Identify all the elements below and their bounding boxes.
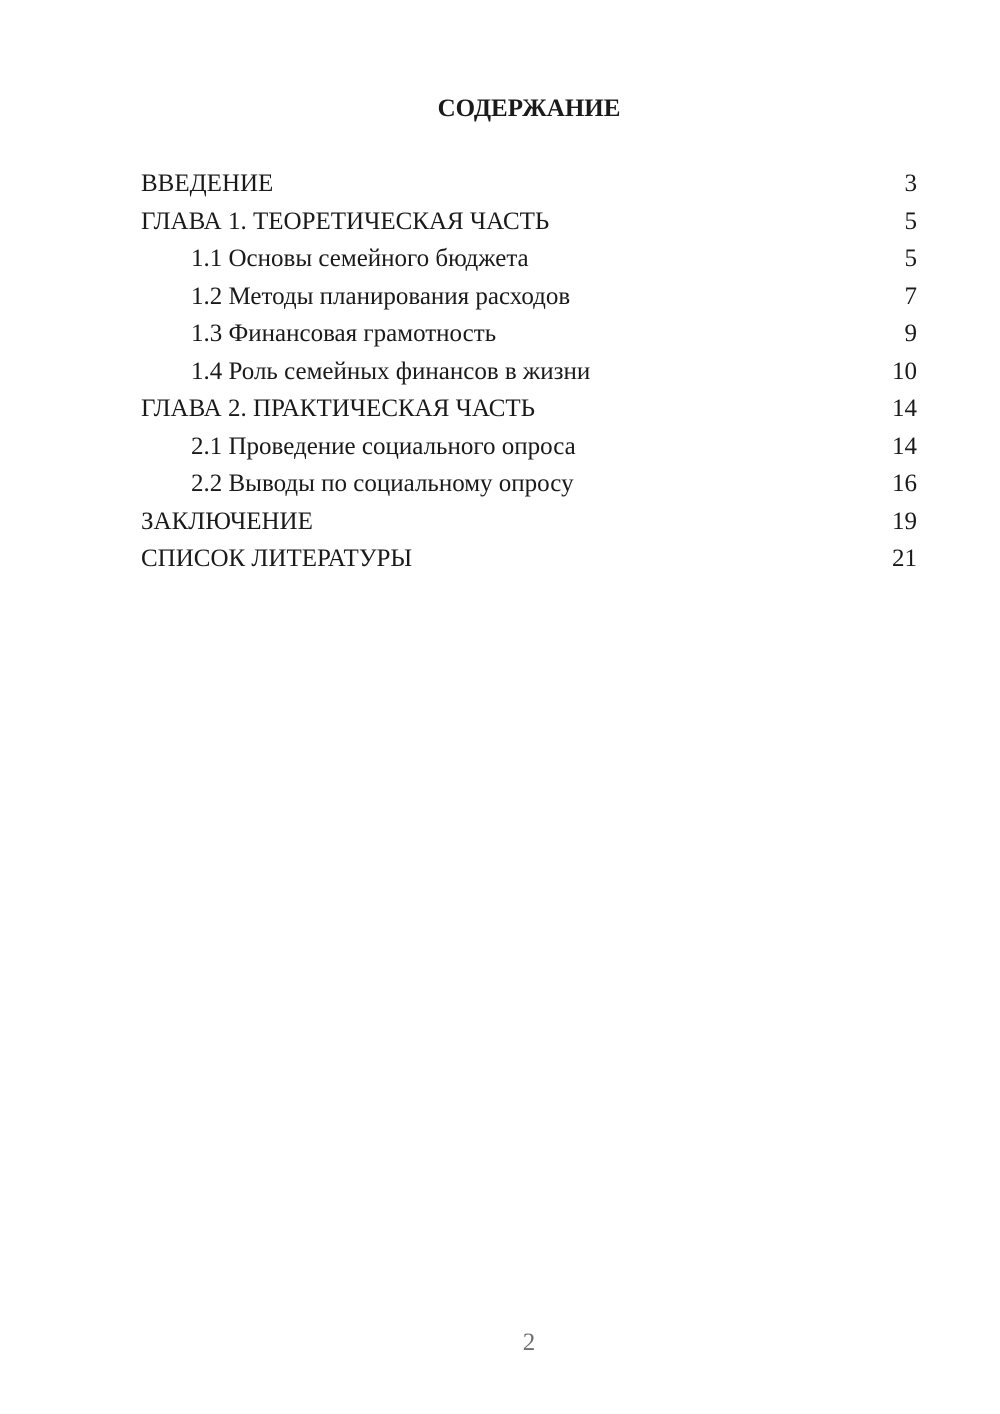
toc-entry-page-number: 21: [892, 545, 917, 572]
toc-entry-label: ГЛАВА 2. ПРАКТИЧЕСКАЯ ЧАСТЬ: [141, 395, 536, 422]
toc-entry-page-number: 5: [904, 245, 917, 272]
toc-entry-page-number: 14: [892, 395, 917, 422]
toc-entry-label: 1.1 Основы семейного бюджета: [191, 245, 529, 272]
page-title: СОДЕРЖАНИЕ: [437, 95, 621, 122]
toc-entry-label: 1.3 Финансовая грамотность: [191, 320, 497, 347]
toc-entry: [141, 465, 917, 503]
toc-entry: [141, 240, 917, 278]
toc-entry-page-number: 19: [892, 507, 917, 535]
toc-entry-page-number: 9: [904, 320, 917, 347]
toc-entry-page-number: 16: [892, 470, 917, 497]
toc-entry: [141, 540, 917, 578]
toc-entry-label: ЗАКЛЮЧЕНИЕ: [141, 507, 313, 535]
toc-entry: [141, 428, 917, 466]
toc-entry-page-number: 3: [904, 170, 917, 197]
toc-entry-label: 1.4 Роль семейных финансов в жизни: [191, 357, 591, 385]
page-content: [141, 90, 917, 578]
toc-entry: [141, 315, 917, 353]
toc-entry-label: 1.2 Методы планирования расходов: [191, 282, 571, 310]
toc-entry-page-number: 10: [892, 357, 917, 385]
table-of-contents: [141, 165, 917, 578]
toc-entry: [141, 390, 917, 428]
toc-entry-label: 2.1 Проведение социального опроса: [191, 432, 576, 460]
toc-entry: [141, 165, 917, 203]
toc-entry-page-number: 14: [892, 432, 917, 460]
toc-entry: [141, 203, 917, 241]
toc-entry-label: 2.2 Выводы по социальному опросу: [191, 470, 574, 497]
title-spacer: [141, 128, 917, 166]
toc-entry-page-number: 5: [904, 207, 917, 235]
footer-page-number: 2: [522, 1329, 536, 1356]
toc-entry: [141, 353, 917, 391]
toc-entry-label: ВВЕДЕНИЕ: [141, 170, 274, 197]
toc-entry-label: ГЛАВА 1. ТЕОРЕТИЧЕСКАЯ ЧАСТЬ: [141, 207, 550, 235]
toc-entry-page-number: 7: [904, 282, 917, 310]
toc-entry: [141, 503, 917, 541]
toc-entry-label: СПИСОК ЛИТЕРАТУРЫ: [141, 545, 413, 572]
toc-entry: [141, 278, 917, 316]
